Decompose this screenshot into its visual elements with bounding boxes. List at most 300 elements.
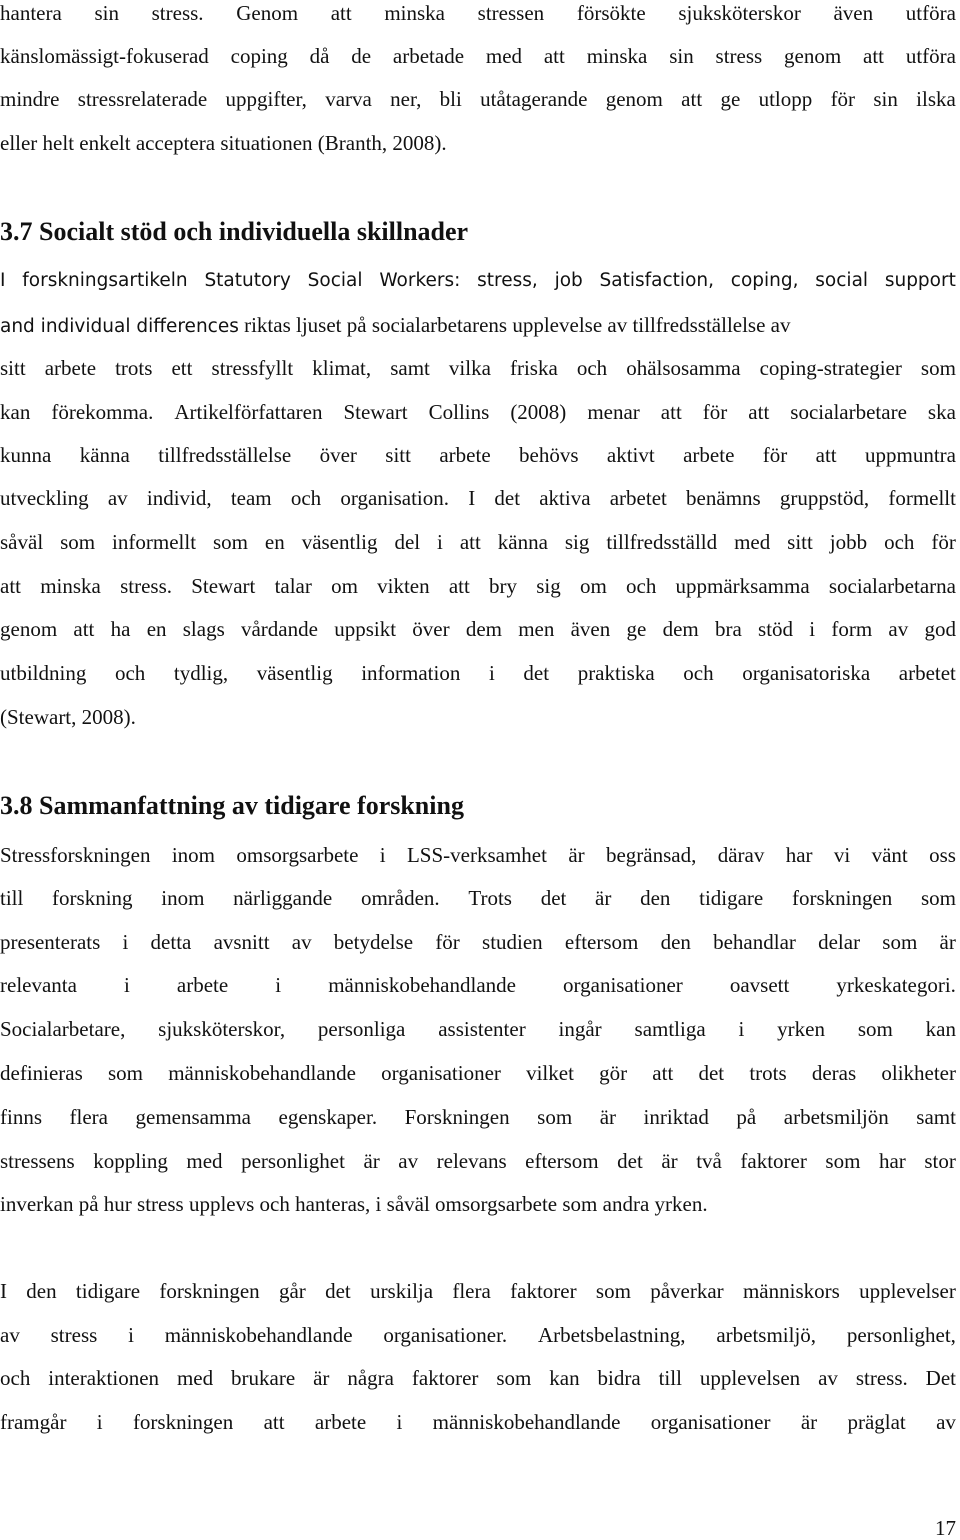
word: för xyxy=(762,443,788,467)
word: även xyxy=(833,1,874,25)
text-run-sans: and individual differences xyxy=(0,316,239,337)
text-line xyxy=(0,1016,956,1042)
word: omsorgsarbete xyxy=(236,843,359,867)
word: är xyxy=(800,1410,818,1434)
word: en xyxy=(146,617,167,641)
word: minska xyxy=(384,1,446,25)
word: människobehandlande xyxy=(168,1061,356,1085)
word: flera xyxy=(69,1105,108,1129)
word: den xyxy=(660,930,691,954)
word: eftersom xyxy=(525,1149,599,1173)
text-line xyxy=(0,1365,956,1391)
word: kan xyxy=(0,400,31,424)
word: ohälsosamma xyxy=(626,356,741,380)
word: form xyxy=(831,617,873,641)
word: minska xyxy=(586,44,648,68)
word: är xyxy=(363,1149,380,1173)
text-line xyxy=(0,842,956,868)
word: närliggande xyxy=(233,886,333,910)
word: Stressforskningen xyxy=(0,843,151,867)
word: till xyxy=(0,886,24,910)
word: förekomma. xyxy=(51,400,154,424)
word: social xyxy=(815,270,869,291)
word: forskningen xyxy=(132,1410,234,1434)
word: organisationer xyxy=(563,973,683,997)
word: att xyxy=(815,443,837,467)
word: Forskningen xyxy=(404,1105,510,1129)
word: då xyxy=(309,44,330,68)
word: talar xyxy=(274,574,312,598)
word: genom xyxy=(0,617,58,641)
word: och xyxy=(0,1366,31,1390)
word: tillfredsställd xyxy=(606,530,718,554)
word: arbete xyxy=(44,356,97,380)
word: är xyxy=(599,1105,617,1129)
text-line xyxy=(0,573,956,599)
word: forskning xyxy=(52,886,133,910)
word: formellt xyxy=(888,486,956,510)
word: socialarbetare xyxy=(790,400,907,424)
text-line xyxy=(0,399,956,425)
word: att xyxy=(73,617,95,641)
word: arbetade xyxy=(392,44,465,68)
word: inom xyxy=(161,886,205,910)
word: delar xyxy=(818,930,861,954)
word: för xyxy=(830,87,856,111)
word: ilska xyxy=(916,87,956,111)
word: av xyxy=(107,486,128,510)
word: stress. xyxy=(855,1366,908,1390)
word: människobehandlande xyxy=(328,973,516,997)
word: gör xyxy=(599,1061,628,1085)
word: organisationer xyxy=(650,1410,771,1434)
word: forskningsartikeln xyxy=(22,270,188,291)
word: bidra xyxy=(597,1366,641,1390)
word: oss xyxy=(929,843,956,867)
word: definieras xyxy=(0,1061,83,1085)
word: utföra xyxy=(905,1,956,25)
word: I xyxy=(0,1279,7,1303)
word: med xyxy=(485,44,523,68)
word: i xyxy=(738,1017,745,1041)
word: forskningen xyxy=(159,1279,260,1303)
word: som xyxy=(595,1279,631,1303)
word: Genom xyxy=(236,1,299,25)
word: coping-strategier xyxy=(759,356,902,380)
word: sjuksköterskor xyxy=(678,1,801,25)
word: vikten xyxy=(377,574,430,598)
text-line xyxy=(0,529,956,555)
word: framgår xyxy=(0,1410,67,1434)
text-line xyxy=(0,355,956,381)
word: Social xyxy=(307,270,363,291)
word: människors xyxy=(742,1279,840,1303)
word: job xyxy=(554,270,583,291)
word: det xyxy=(698,1061,725,1085)
word: arbete xyxy=(314,1410,367,1434)
word: väsentlig xyxy=(301,530,378,554)
word: organisationer. xyxy=(383,1323,508,1347)
word: en xyxy=(264,530,285,554)
word: arbetet xyxy=(609,486,667,510)
word: arbetsmiljön xyxy=(783,1105,889,1129)
word: och xyxy=(576,356,608,380)
word: relevanta xyxy=(0,973,77,997)
word: arbete xyxy=(683,443,735,467)
word: och xyxy=(290,486,322,510)
word: utföra xyxy=(905,44,956,68)
word: över xyxy=(412,617,450,641)
word: individ, xyxy=(146,486,212,510)
word: som xyxy=(60,530,96,554)
word: behandlar xyxy=(713,930,796,954)
word: Det xyxy=(925,1366,956,1390)
word: inom xyxy=(171,843,216,867)
text-line xyxy=(0,268,956,294)
word: påverkar xyxy=(650,1279,724,1303)
word: att xyxy=(652,1061,674,1085)
word: genom xyxy=(605,87,663,111)
word: i xyxy=(124,973,130,997)
word: stressfyllt xyxy=(211,356,294,380)
word: hantera xyxy=(0,1,62,25)
word: informellt xyxy=(112,530,197,554)
word: områden. xyxy=(360,886,440,910)
word: att xyxy=(0,574,21,598)
word: uppmuntra xyxy=(865,443,956,467)
word: yrkeskategori. xyxy=(836,973,956,997)
word: som xyxy=(496,1366,532,1390)
text-line xyxy=(0,1409,956,1435)
word: tydlig, xyxy=(173,661,229,685)
word: arbetet xyxy=(898,661,956,685)
word: i xyxy=(96,1410,103,1434)
word: bry xyxy=(489,574,518,598)
word: Socialarbetare, xyxy=(0,1017,126,1041)
word: utbildning xyxy=(0,661,87,685)
word: att xyxy=(748,400,770,424)
word: coping xyxy=(230,44,288,68)
word: uppsikt xyxy=(334,617,397,641)
word: bli xyxy=(439,87,462,111)
word: med xyxy=(186,1149,223,1173)
text-line xyxy=(0,43,956,69)
word: om xyxy=(579,574,607,598)
word: därav xyxy=(717,843,765,867)
word: dem xyxy=(465,617,502,641)
word: över xyxy=(319,443,357,467)
word: det xyxy=(523,661,550,685)
word: dem xyxy=(662,617,699,641)
text-line xyxy=(0,972,956,998)
word: tidigare xyxy=(699,886,764,910)
text-line xyxy=(0,1322,956,1348)
word: och xyxy=(884,530,915,554)
word: Collins xyxy=(428,400,490,424)
section-heading-3-8: 3.8 Sammanfattning av tidigare forskning xyxy=(0,791,464,820)
word: ska xyxy=(927,400,956,424)
text-line xyxy=(0,485,956,511)
word: att xyxy=(459,530,481,554)
word: som xyxy=(857,1017,893,1041)
word: som xyxy=(107,1061,143,1085)
word: koppling xyxy=(93,1149,168,1173)
word: assistenter xyxy=(438,1017,526,1041)
word: Satisfaction, xyxy=(599,270,714,291)
word: sig xyxy=(536,574,561,598)
word: genom xyxy=(784,44,842,68)
word: interaktionen xyxy=(48,1366,160,1390)
word: samt xyxy=(916,1105,956,1129)
word: även xyxy=(570,617,611,641)
word: slags xyxy=(182,617,225,641)
word: utveckling xyxy=(0,486,89,510)
word: sitt xyxy=(787,530,813,554)
word: socialarbetarna xyxy=(828,574,956,598)
text-line xyxy=(0,885,956,911)
word: support xyxy=(884,270,956,291)
word: finns xyxy=(0,1105,42,1129)
text-line xyxy=(0,1060,956,1086)
word: stress. xyxy=(120,574,172,598)
word: Artikelförfattaren xyxy=(174,400,323,424)
word: gruppstöd, xyxy=(779,486,870,510)
word: oavsett xyxy=(729,973,790,997)
word: benämns xyxy=(686,486,761,510)
word: kan xyxy=(925,1017,956,1041)
word: egenskaper. xyxy=(278,1105,378,1129)
word: Stewart xyxy=(343,400,408,424)
word: för xyxy=(931,530,956,554)
text-line xyxy=(0,1104,956,1130)
word: gemensamma xyxy=(135,1105,251,1129)
word: att xyxy=(448,574,470,598)
word: begränsad, xyxy=(605,843,697,867)
word: tidigare xyxy=(75,1279,141,1303)
word: såväl xyxy=(0,530,44,554)
word: varva xyxy=(325,87,372,111)
text-run-serif: riktas ljuset på socialarbetarens upplevelse av tillfredsställelse av xyxy=(238,313,791,337)
word: människobehandlande xyxy=(432,1410,621,1434)
word: samtliga xyxy=(634,1017,706,1041)
text-line xyxy=(0,616,956,642)
word: den xyxy=(640,886,671,910)
word: bra xyxy=(714,617,742,641)
word: i xyxy=(488,661,495,685)
word: som xyxy=(537,1105,573,1129)
word: vänt xyxy=(871,843,908,867)
word: i xyxy=(437,530,443,554)
word: detta xyxy=(150,930,192,954)
word: av xyxy=(818,1366,838,1390)
word: faktorer xyxy=(740,1149,807,1173)
word: försökte xyxy=(576,1,646,25)
word: arbetsmiljö, xyxy=(716,1323,817,1347)
word: med xyxy=(734,530,771,554)
word: några xyxy=(347,1366,394,1390)
word: eftersom xyxy=(564,930,639,954)
word: studien xyxy=(482,930,543,954)
word: kan xyxy=(549,1366,580,1390)
text-line xyxy=(0,1278,956,1304)
word: vilket xyxy=(526,1061,574,1085)
word: aktiva xyxy=(539,486,591,510)
word: känna xyxy=(79,443,130,467)
word: på xyxy=(736,1105,757,1129)
word: friska xyxy=(509,356,558,380)
word: i xyxy=(275,973,282,997)
word: i xyxy=(396,1410,403,1434)
word: känna xyxy=(497,530,548,554)
word: sitt xyxy=(0,356,26,380)
word: är xyxy=(661,1149,678,1173)
word: i xyxy=(809,617,816,641)
word: att xyxy=(330,1,352,25)
word: yrken xyxy=(777,1017,825,1041)
section-heading-3-7: 3.7 Socialt stöd och individuella skillnader xyxy=(0,217,469,246)
word: som xyxy=(212,530,248,554)
word: personlighet xyxy=(241,1149,345,1173)
word: människobehandlande xyxy=(164,1323,353,1347)
word: urskilja xyxy=(370,1279,434,1303)
word: och xyxy=(626,574,657,598)
word: LSS-verksamhet xyxy=(406,843,547,867)
word: i xyxy=(128,1323,134,1347)
word: Workers: xyxy=(379,270,461,291)
word: praktiska xyxy=(577,661,655,685)
word: stressrelaterade xyxy=(77,87,208,111)
word: ha xyxy=(110,617,131,641)
word: presenterats xyxy=(0,930,101,954)
word: aktivt xyxy=(606,443,655,467)
word: Trots xyxy=(468,886,512,910)
word: avsnitt xyxy=(213,930,270,954)
word: menar xyxy=(587,400,640,424)
word: relevans xyxy=(436,1149,507,1173)
word: I xyxy=(468,486,476,510)
word: stress xyxy=(50,1323,98,1347)
word: sig xyxy=(564,530,590,554)
word: (2008) xyxy=(510,400,567,424)
word: uppgifter, xyxy=(225,87,307,111)
word: ge xyxy=(626,617,647,641)
text-line: inverkan på hur stress upplevs och hanteras, i såväl omsorgsarbete som andra yrken. xyxy=(0,1192,708,1216)
word: vårdande xyxy=(240,617,318,641)
text-line xyxy=(0,0,956,26)
word: organisatoriska xyxy=(742,661,871,685)
word: del xyxy=(394,530,421,554)
word: utåtagerande xyxy=(480,87,588,111)
word: har xyxy=(878,1149,906,1173)
word: samt xyxy=(390,356,430,380)
page-number: 17 xyxy=(935,1516,956,1540)
word: vi xyxy=(833,843,851,867)
word: ge xyxy=(720,87,741,111)
word: team xyxy=(230,486,272,510)
word: stress. xyxy=(151,1,204,25)
word: de xyxy=(351,44,372,68)
text-line xyxy=(0,312,956,340)
word: har xyxy=(785,843,813,867)
word: arbete xyxy=(176,973,229,997)
word: för xyxy=(435,930,460,954)
word: Stewart xyxy=(191,574,256,598)
text-line xyxy=(0,1148,956,1174)
word: som xyxy=(825,1149,861,1173)
word: faktorer xyxy=(411,1366,479,1390)
word: är xyxy=(568,843,585,867)
word: det xyxy=(494,486,521,510)
word: I xyxy=(0,270,6,291)
word: personlighet, xyxy=(846,1323,956,1347)
word: god xyxy=(924,617,956,641)
word: sin xyxy=(873,87,898,111)
word: det xyxy=(617,1149,643,1173)
word: känslomässigt-fokuserad xyxy=(0,44,209,68)
word: uppmärksamma xyxy=(675,574,810,598)
word: går xyxy=(278,1279,306,1303)
word: två xyxy=(696,1149,722,1173)
word: trots xyxy=(115,356,153,380)
word: tillfredsställelse xyxy=(158,443,292,467)
word: om xyxy=(331,574,358,598)
word: i xyxy=(122,930,129,954)
word: för xyxy=(702,400,728,424)
word: i xyxy=(379,843,386,867)
word: den xyxy=(26,1279,57,1303)
text-line: eller helt enkelt acceptera situationen (Branth, 2008). xyxy=(0,131,447,155)
word: organisationer xyxy=(381,1061,501,1085)
word: sjuksköterskor, xyxy=(158,1017,286,1041)
word: personliga xyxy=(317,1017,406,1041)
word: och xyxy=(683,661,714,685)
word: betydelse xyxy=(333,930,414,954)
word: sin xyxy=(669,44,694,68)
word: flera xyxy=(452,1279,491,1303)
word: organisation. xyxy=(340,486,450,510)
word: med xyxy=(176,1366,214,1390)
word: stor xyxy=(924,1149,956,1173)
word: präglat xyxy=(847,1410,906,1434)
word: olikheter xyxy=(881,1061,956,1085)
word: att xyxy=(681,87,703,111)
word: information xyxy=(361,661,461,685)
word: trots xyxy=(749,1061,787,1085)
word: som xyxy=(920,356,956,380)
text-line xyxy=(0,929,956,955)
word: arbete xyxy=(439,443,491,467)
word: av xyxy=(888,617,909,641)
word: brukare xyxy=(231,1366,296,1390)
word: klimat, xyxy=(312,356,372,380)
word: forskningen xyxy=(791,886,893,910)
word: av xyxy=(936,1410,956,1434)
word: ner, xyxy=(390,87,422,111)
word: coping, xyxy=(730,270,799,291)
word: av xyxy=(398,1149,419,1173)
word: sitt xyxy=(385,443,411,467)
word: inriktad xyxy=(643,1105,709,1129)
word: utlopp xyxy=(758,87,813,111)
text-line xyxy=(0,442,956,468)
word: kunna xyxy=(0,443,52,467)
word: stressens xyxy=(0,1149,75,1173)
word: mindre xyxy=(0,87,60,111)
word: sin xyxy=(94,1,119,25)
text-line: (Stewart, 2008). xyxy=(0,705,136,729)
word: att xyxy=(543,44,565,68)
word: men xyxy=(518,617,555,641)
